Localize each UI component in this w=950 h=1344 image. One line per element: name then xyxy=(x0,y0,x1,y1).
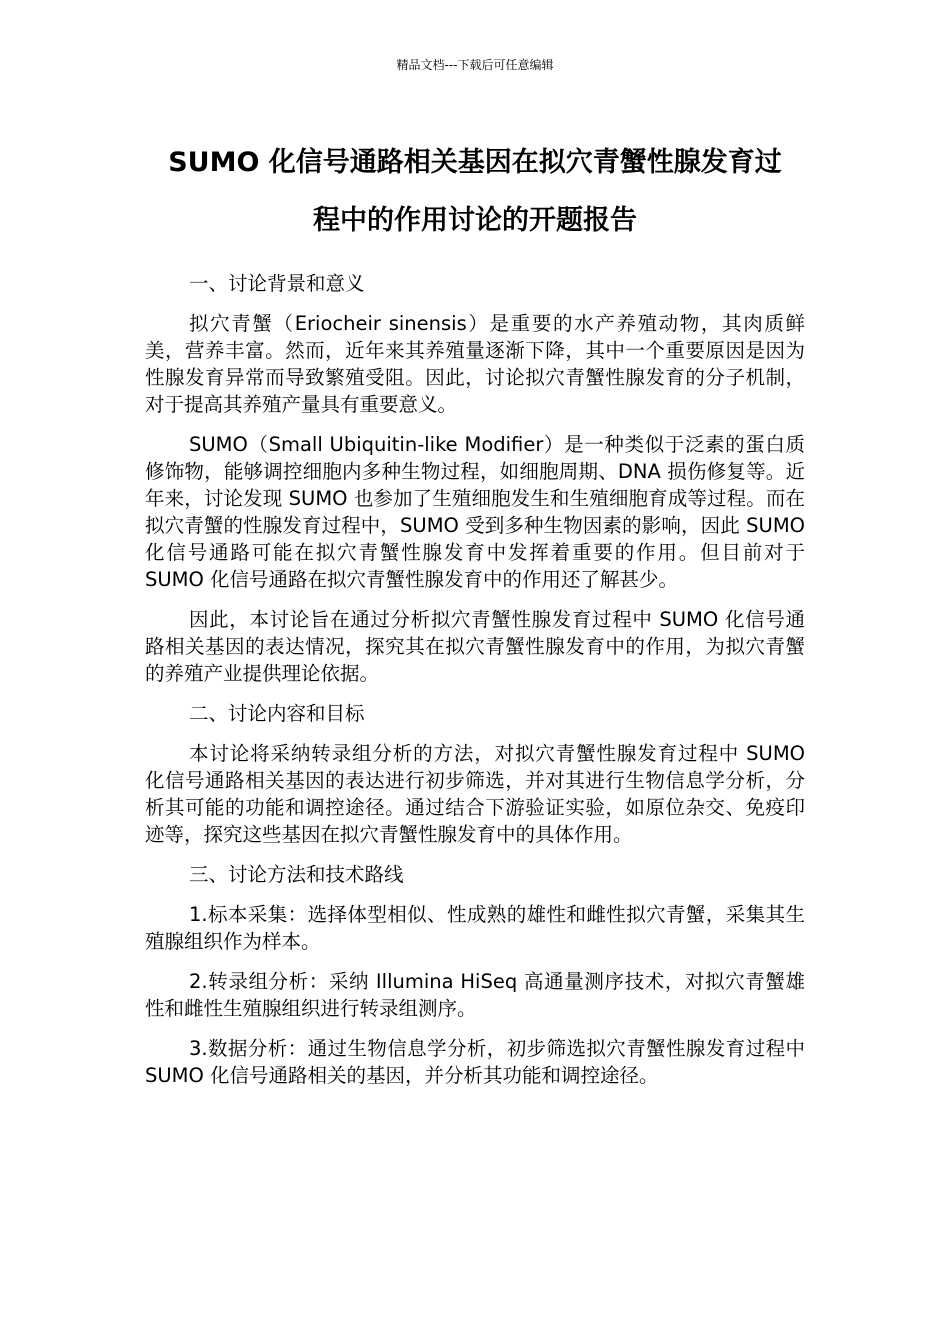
paragraph-background-2: SUMO（Small Ubiquitin-like Modifier）是一种类似于泛素的蛋白质修饰物，能够调控细胞内多种生物过程，如细胞周期、DNA 损伤修复等。近年来，讨论发现 SUMO 也参加了生殖细胞发生和生殖细胞育成等过程。而在拟穴青蟹的性腺发育过程中，SUMO 受到多种生物因素的影响，因此 SUMO 化信号通路可能在拟穴青蟹性腺发育中发挥着重要的作用。但目前对于 SUMO 化信号通路在拟穴青蟹性腺发育中的作用还了解甚少。 xyxy=(145,433,805,591)
section-heading-background: 一、讨论背景和意义 xyxy=(189,272,365,295)
section-heading-method: 三、讨论方法和技术路线 xyxy=(189,863,404,886)
section-heading-content: 二、讨论内容和目标 xyxy=(189,702,365,725)
paragraph-background-3: 因此，本讨论旨在通过分析拟穴青蟹性腺发育过程中 SUMO 化信号通路相关基因的表达情况，探究其在拟穴青蟹性腺发育中的作用，为拟穴青蟹的养殖产业提供理论依据。 xyxy=(145,608,805,685)
method-step-2: 2.转录组分析：采纳 Illumina HiSeq 高通量测序技术，对拟穴青蟹雄性和雌性生殖腺组织进行转录组测序。 xyxy=(145,970,805,1020)
method-step-3: 3.数据分析：通过生物信息学分析，初步筛选拟穴青蟹性腺发育过程中 SUMO 化信号通路相关的基因，并分析其功能和调控途径。 xyxy=(145,1037,805,1087)
document-title-line-1: SUMO 化信号通路相关基因在拟穴青蟹性腺发育过 xyxy=(168,147,782,178)
header-note: 精品文档---下载后可任意编辑 xyxy=(396,58,554,72)
document-title xyxy=(130,134,820,250)
paragraph-background-1: 拟穴青蟹（Eriocheir sinensis）是重要的水产养殖动物，其肉质鲜美，营养丰富。然而，近年来其养殖量逐渐下降，其中一个重要原因是因为性腺发育异常而导致繁殖受阻。因此，讨论拟穴青蟹性腺发育的分子机制，对于提高其养殖产量具有重要意义。 xyxy=(145,312,805,416)
method-step-1: 1.标本采集：选择体型相似、性成熟的雄性和雌性拟穴青蟹，采集其生殖腺组织作为样本。 xyxy=(145,903,805,953)
document-title-line-2: 程中的作用讨论的开题报告 xyxy=(313,205,637,236)
document-body xyxy=(145,270,805,1102)
paragraph-content-1: 本讨论将采纳转录组分析的方法，对拟穴青蟹性腺发育过程中 SUMO 化信号通路相关基因的表达进行初步筛选，并对其进行生物信息学分析，分析其可能的功能和调控途径。通过结合下游验证实验，如原位杂交、免疫印迹等，探究这些基因在拟穴青蟹性腺发育中的具体作用。 xyxy=(145,742,805,846)
